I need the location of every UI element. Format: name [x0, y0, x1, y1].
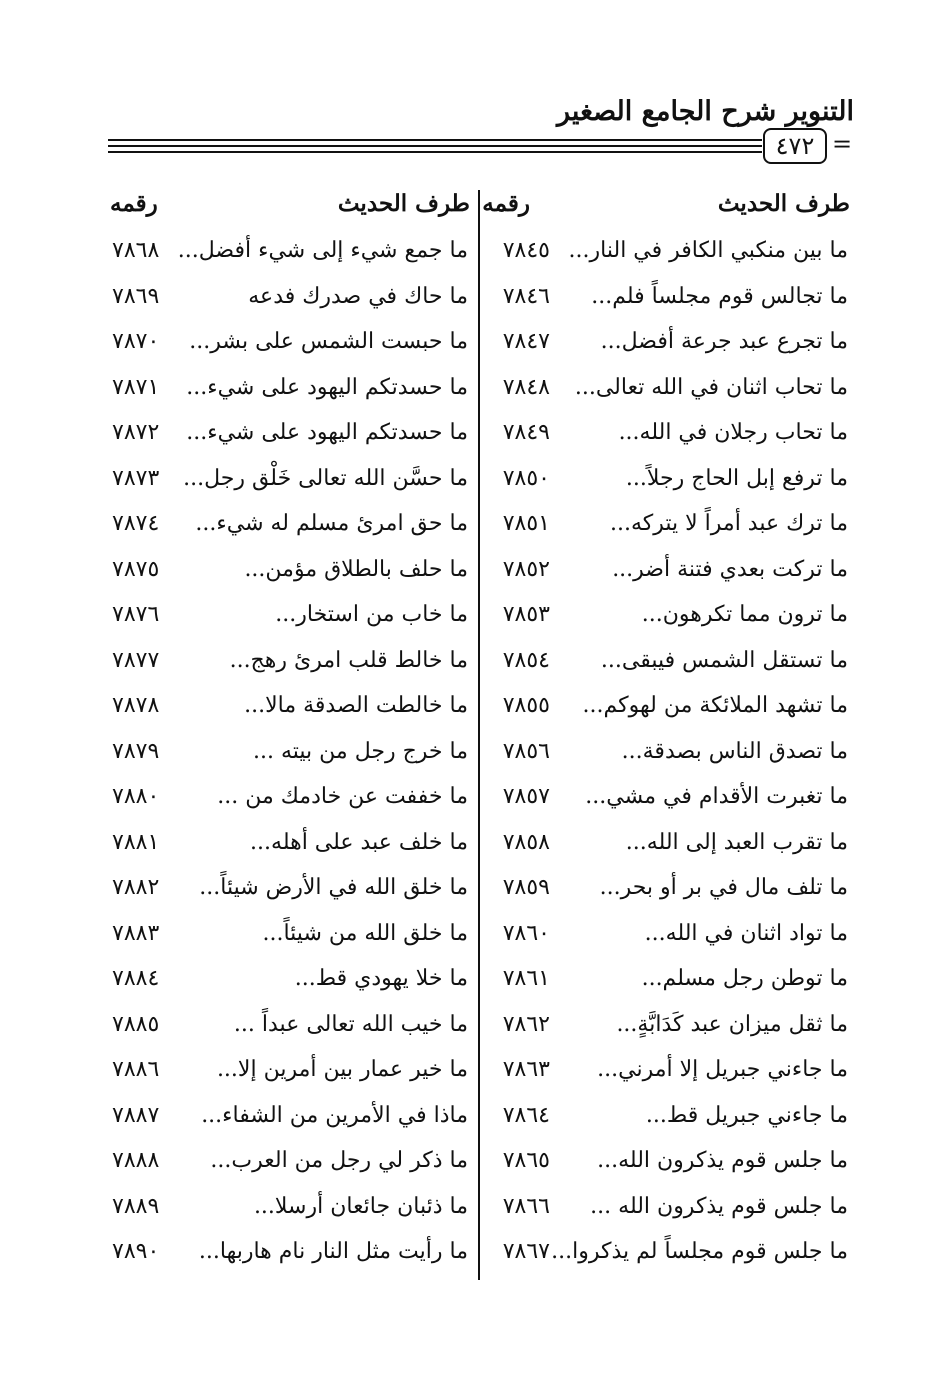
table-row [100, 875, 860, 921]
table-row [100, 511, 860, 557]
page-number-dash: = [832, 130, 853, 158]
hadith-number: ٧٨٥٠ [502, 465, 550, 491]
hadith-number: ٧٨٨٠ [112, 784, 160, 809]
hadith-title: ما حسدتكم اليهود على شيء... [186, 420, 468, 445]
hadith-number: ٧٨٤٦ [502, 283, 550, 309]
hadith-title: ما خلف عبد على أهله... [250, 829, 468, 855]
column-header-hadith-right: طرف الحديث [717, 190, 850, 217]
hadith-number: ٧٨٨٩ [112, 1193, 160, 1219]
hadith-title: ماذا في الأمرين من الشفاء... [201, 1102, 468, 1128]
hadith-number: ٧٨٨٢ [112, 875, 160, 900]
hadith-title: ما خففت عن خادمك من ... [217, 784, 468, 809]
hadith-number: ٧٨٦٣ [502, 1057, 550, 1082]
hadith-title: ما تحاب رجلان في الله... [618, 420, 848, 445]
hadith-number: ٧٨٨٧ [112, 1102, 160, 1128]
hadith-number: ٧٨٤٨ [502, 374, 550, 400]
hadith-number: ٧٨٨٤ [112, 966, 160, 991]
table-row [100, 1057, 860, 1103]
hadith-number: ٧٨٨٦ [112, 1057, 160, 1082]
hadith-title: ما جمع شيء إلى شيء أفضل... [177, 238, 468, 263]
hadith-number: ٧٨٥٢ [502, 556, 550, 582]
hadith-title: ما حلف بالطلاق مؤمن... [244, 556, 468, 582]
hadith-title: ما حاك في صدرك فدعه [248, 283, 468, 309]
hadith-title: ما حسَّن الله تعالى خَلْق رجل... [183, 465, 468, 491]
hadith-title: ما تحاب اثنان في الله تعالى... [574, 374, 848, 400]
hadith-number: ٧٨٦٩ [112, 283, 160, 309]
hadith-title: ما خرج رجل من بيته ... [253, 738, 468, 764]
book-title: التنوير شرح الجامع الصغير [557, 96, 854, 127]
hadith-number: ٧٨٥١ [502, 511, 550, 536]
hadith-title: ما خيب الله تعالى عبداً ... [233, 1011, 468, 1037]
hadith-number: ٧٨٥٤ [502, 647, 550, 673]
hadith-title: ما ذئبان جائعان أرسلا... [253, 1193, 468, 1219]
hadith-number: ٧٨٦٧ [502, 1239, 550, 1264]
hadith-title: ما جاءني جبريل إلا أمرني... [597, 1057, 848, 1082]
hadith-number: ٧٨٧٣ [112, 465, 160, 491]
hadith-number: ٧٨٨٥ [112, 1011, 160, 1037]
hadith-title: ما ترون مما تكرهون... [641, 602, 848, 627]
table-row [100, 420, 860, 466]
column-header-number-left: رقمه [110, 190, 158, 217]
hadith-title: ما تلف مال في بر أو بحر... [599, 875, 848, 900]
hadith-number: ٧٨٦٢ [502, 1011, 550, 1037]
hadith-title: ما تجرع عبد جرعة أفضل... [600, 329, 848, 354]
table-row [100, 784, 860, 830]
hadith-number: ٧٨٧٥ [112, 556, 160, 582]
hadith-number: ٧٨٦١ [502, 966, 550, 991]
hadith-title: ما تصدق الناس بصدقة... [621, 738, 848, 764]
table-row [100, 466, 860, 512]
hadith-title: ما تستقل الشمس فيبقى... [600, 647, 848, 673]
hadith-number: ٧٨٥٧ [502, 784, 550, 809]
hadith-title: ما رأيت مثل النار نام هاربها... [198, 1239, 468, 1264]
hadith-number: ٧٨٨٨ [112, 1148, 160, 1173]
hadith-title: ما خالطت الصدقة مالا... [244, 693, 468, 718]
header-rule [108, 139, 762, 141]
hadith-title: ما ثقل ميزان عبد كَدَابَّةٍ... [616, 1011, 848, 1037]
hadith-title: ما خلق الله في الأرض شيئاً... [199, 875, 468, 900]
hadith-title: ما ترك عبد أمراً لا يتركه... [609, 511, 848, 536]
hadith-title: ما حبست الشمس على بشر... [189, 329, 468, 354]
hadith-number: ٧٨٥٨ [502, 829, 550, 855]
hadith-number: ٧٨٦٥ [502, 1148, 550, 1173]
table-row [100, 602, 860, 648]
hadith-number: ٧٨٩٠ [112, 1239, 160, 1264]
hadith-number: ٧٨٧٠ [112, 329, 160, 354]
hadith-number: ٧٨٧٩ [112, 738, 160, 764]
table-row [100, 1012, 860, 1058]
hadith-number: ٧٨٧١ [112, 374, 160, 400]
table-row [100, 966, 860, 1012]
hadith-title: ما ذكر لي رجل من العرب... [210, 1148, 468, 1173]
hadith-title: ما توطن رجل مسلم... [641, 966, 848, 991]
table-row [100, 1148, 860, 1194]
hadith-title: ما تغبرت الأقدام في مشي... [585, 784, 848, 809]
hadith-title: ما تواد اثنان في الله... [644, 920, 848, 946]
hadith-number: ٧٨٧٦ [112, 602, 160, 627]
hadith-number: ٧٨٨٣ [112, 920, 160, 946]
table-row [100, 375, 860, 421]
hadith-number: ٧٨٥٦ [502, 738, 550, 764]
hadith-title: ما تجالس قوم مجلساً فلم... [591, 283, 848, 309]
table-row [100, 238, 860, 284]
hadith-number: ٧٨٧٨ [112, 693, 160, 718]
hadith-number: ٧٨٧٧ [112, 647, 160, 673]
table-row [100, 921, 860, 967]
table-row [100, 1194, 860, 1240]
hadith-number: ٧٨٤٧ [502, 329, 550, 354]
table-row [100, 830, 860, 876]
hadith-title: ما ترفع إبل الحاج رجلاً... [625, 465, 848, 491]
hadith-title: ما تقرب العبد إلى الله... [625, 829, 848, 855]
table-row [100, 1103, 860, 1149]
hadith-title: ما خاب من استخار... [275, 602, 468, 627]
hadith-title: ما بين منكبي الكافر في النار... [568, 238, 848, 263]
hadith-title: ما خالط قلب امرئ رهج... [229, 647, 468, 673]
hadith-title: ما خير عمار بين أمرين إلا... [216, 1057, 468, 1082]
header-rule [108, 145, 762, 147]
hadith-number: ٧٨٤٩ [502, 420, 550, 445]
table-row [100, 739, 860, 785]
table-row [100, 693, 860, 739]
hadith-title: ما جلس قوم يذكرون الله... [597, 1148, 848, 1173]
hadith-title: ما حق امرئ مسلم له شيء... [195, 511, 468, 536]
hadith-title: ما جاءني جبريل قط... [645, 1102, 848, 1128]
hadith-number: ٧٨٧٤ [112, 511, 160, 536]
hadith-number: ٧٨٥٩ [502, 875, 550, 900]
hadith-title: ما تشهد الملائكة من لهوكم... [582, 693, 848, 718]
hadith-title: ما حسدتكم اليهود على شيء... [186, 374, 468, 400]
hadith-index-table [100, 182, 860, 1282]
hadith-number: ٧٨٦٦ [502, 1193, 550, 1219]
page-header [0, 0, 946, 170]
hadith-number: ٧٨٧٢ [112, 420, 160, 445]
page-number: ٤٧٢ [763, 128, 827, 164]
table-row [100, 557, 860, 603]
hadith-number: ٧٨٦٨ [112, 238, 160, 263]
hadith-title: ما جلس قوم يذكرون الله ... [590, 1193, 848, 1219]
hadith-title: ما خلا يهودي قط... [294, 966, 468, 991]
hadith-number: ٧٨٥٣ [502, 602, 550, 627]
hadith-number: ٧٨٦٤ [502, 1102, 550, 1128]
table-row [100, 284, 860, 330]
hadith-title: ما جلس قوم مجلساً لم يذكروا... [551, 1239, 848, 1264]
hadith-number: ٧٨٤٥ [502, 238, 550, 263]
header-rule [108, 151, 762, 153]
table-row [100, 1239, 860, 1285]
table-row [100, 329, 860, 375]
hadith-title: ما تركت بعدي فتنة أضر... [612, 556, 848, 582]
hadith-title: ما خلق الله من شيئاً... [262, 920, 468, 946]
hadith-number: ٧٨٨١ [112, 829, 160, 855]
hadith-number: ٧٨٥٥ [502, 693, 550, 718]
hadith-number: ٧٨٦٠ [502, 920, 550, 946]
table-row [100, 648, 860, 694]
column-header-number-right: رقمه [482, 190, 530, 217]
column-header-hadith-left: طرف الحديث [337, 190, 470, 217]
